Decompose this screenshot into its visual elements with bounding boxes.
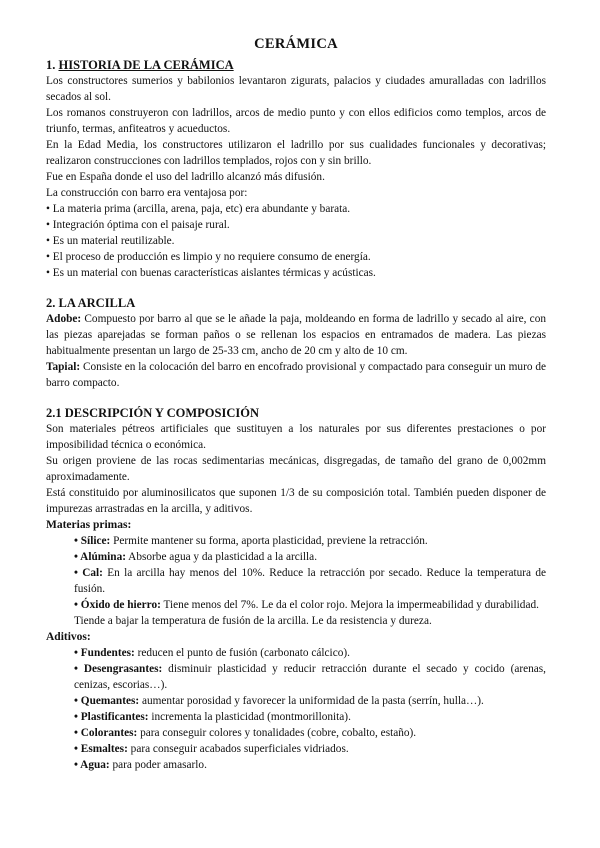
list-text: aumentar porosidad y favorecer la uniformidad de la pasta (serrín, hulla…). — [139, 695, 484, 707]
tapial-paragraph — [46, 359, 546, 391]
section-2-heading: 2. LA ARCILLA — [46, 296, 136, 310]
list-item: • Integración óptima con el paisaje rural. — [46, 219, 230, 231]
list-term: • Desengrasantes: — [74, 663, 163, 675]
paragraph: Su origen proviene de las rocas sedimentarias mecánicas, disgregadas, de tamaño del grano de 0,002mm aproximadamente. — [46, 455, 546, 483]
list-text: En la arcilla hay menos del 10%. Reduce la retracción por secado. Reduce la temperatura de fusión. — [74, 567, 546, 595]
list-item — [46, 597, 546, 629]
list-item — [46, 725, 546, 741]
paragraph: Está constituido por aluminosilicatos que suponen 1/3 de su composición total. También pueden disponer de impurezas arrastradas en la arcilla, y aditivos. — [46, 487, 546, 515]
paragraph: Los constructores sumerios y babilonios levantaron zigurats, palacios y ciudades amuralladas con ladrillos secados al sol. — [46, 75, 546, 103]
section-1-number: 1. — [46, 58, 59, 72]
list-text: disminuir plasticidad y reducir retracción durante el secado y cocido (arenas, cenizas, escorias…). — [74, 663, 547, 691]
document-title: CERÁMICA — [254, 36, 338, 52]
adobe-term: Adobe: — [46, 313, 82, 325]
section-1-title: HISTORIA DE LA CERÁMICA — [58, 58, 234, 72]
list-text: Permite mantener su forma, aporta plasticidad, previene la retracción. — [110, 535, 428, 547]
adobe-text: Compuesto por barro al que se le añade la paja, moldeando en forma de ladrillo y secado al aire, con las piezas aparejadas se forman paños o se rellenan los espacios en entramados de madera. Las piezas habitualmente presentan un largo de 25-33 cm, ancho de 20 cm y alto de 10 cm. — [46, 313, 546, 357]
list-item: • El proceso de producción es limpio y no requiere consumo de energía. — [46, 251, 371, 263]
paragraph: En la Edad Media, los constructores utilizaron el ladrillo por sus cualidades funcionales y decorativas; realizaron construcciones con ladrillos templados, rojos con y sin brillo. — [46, 139, 546, 167]
tapial-text: Consiste en la colocación del barro en encofrado provisional y compactado para conseguir un muro de barro compacto. — [46, 361, 546, 389]
aditivos-heading: Aditivos: — [46, 631, 91, 643]
list-term: • Quemantes: — [74, 695, 140, 707]
list-text: Tiene menos del 7%. Le da el color rojo. Mejora la impermeabilidad y durabilidad. Tiende a bajar la temperatura de fusión de la arcilla. Le da resistencia y dureza. — [74, 599, 539, 627]
list-term: • Sílice: — [74, 535, 111, 547]
list-item — [46, 709, 546, 725]
list-text: Absorbe agua y da plasticidad a la arcilla. — [125, 551, 318, 563]
list-item — [46, 741, 546, 757]
list-item: • Es un material reutilizable. — [46, 235, 175, 247]
list-item — [46, 549, 546, 565]
paragraph: Fue en España donde el uso del ladrillo alcanzó más difusión. — [46, 171, 325, 183]
list-item — [46, 533, 546, 549]
list-item — [46, 757, 546, 773]
list-text: reducen el punto de fusión (carbonato cálcico). — [134, 647, 350, 659]
list-term: • Colorantes: — [74, 727, 138, 739]
paragraph: Los romanos construyeron con ladrillos, arcos de medio punto y con ellos edificios como templos, arcos de triunfo, termas, anfiteatros y acueductos. — [46, 107, 546, 135]
list-text: incrementa la plasticidad (montmorillonita). — [148, 711, 351, 723]
list-term: • Fundentes: — [74, 647, 135, 659]
materias-heading: Materias primas: — [46, 519, 132, 531]
section-1-heading — [46, 57, 546, 73]
list-term: • Cal: — [74, 567, 103, 579]
list-item: • La materia prima (arcilla, arena, paja, etc) era abundante y barata. — [46, 203, 351, 215]
list-item — [46, 661, 546, 693]
list-text: para conseguir acabados superficiales vidriados. — [127, 743, 349, 755]
list-term: • Agua: — [74, 759, 110, 771]
list-text: para poder amasarlo. — [109, 759, 207, 771]
section-2-1-heading: 2.1 DESCRIPCIÓN Y COMPOSICIÓN — [46, 406, 259, 420]
tapial-term: Tapial: — [46, 361, 81, 373]
adobe-paragraph — [46, 311, 546, 359]
paragraph: La construcción con barro era ventajosa por: — [46, 187, 248, 199]
list-item: • Es un material con buenas características aislantes térmicas y acústicas. — [46, 267, 376, 279]
list-text: para conseguir colores y tonalidades (cobre, cobalto, estaño). — [137, 727, 417, 739]
list-item — [46, 693, 546, 709]
list-term: • Plastificantes: — [74, 711, 149, 723]
list-item — [46, 565, 546, 597]
list-term: • Alúmina: — [74, 551, 126, 563]
list-term: • Óxido de hierro: — [74, 599, 161, 611]
list-term: • Esmaltes: — [74, 743, 128, 755]
paragraph: Son materiales pétreos artificiales que sustituyen a los naturales por sus diferentes prestaciones o por imposibilidad técnica o económica. — [46, 423, 546, 451]
list-item — [46, 645, 546, 661]
